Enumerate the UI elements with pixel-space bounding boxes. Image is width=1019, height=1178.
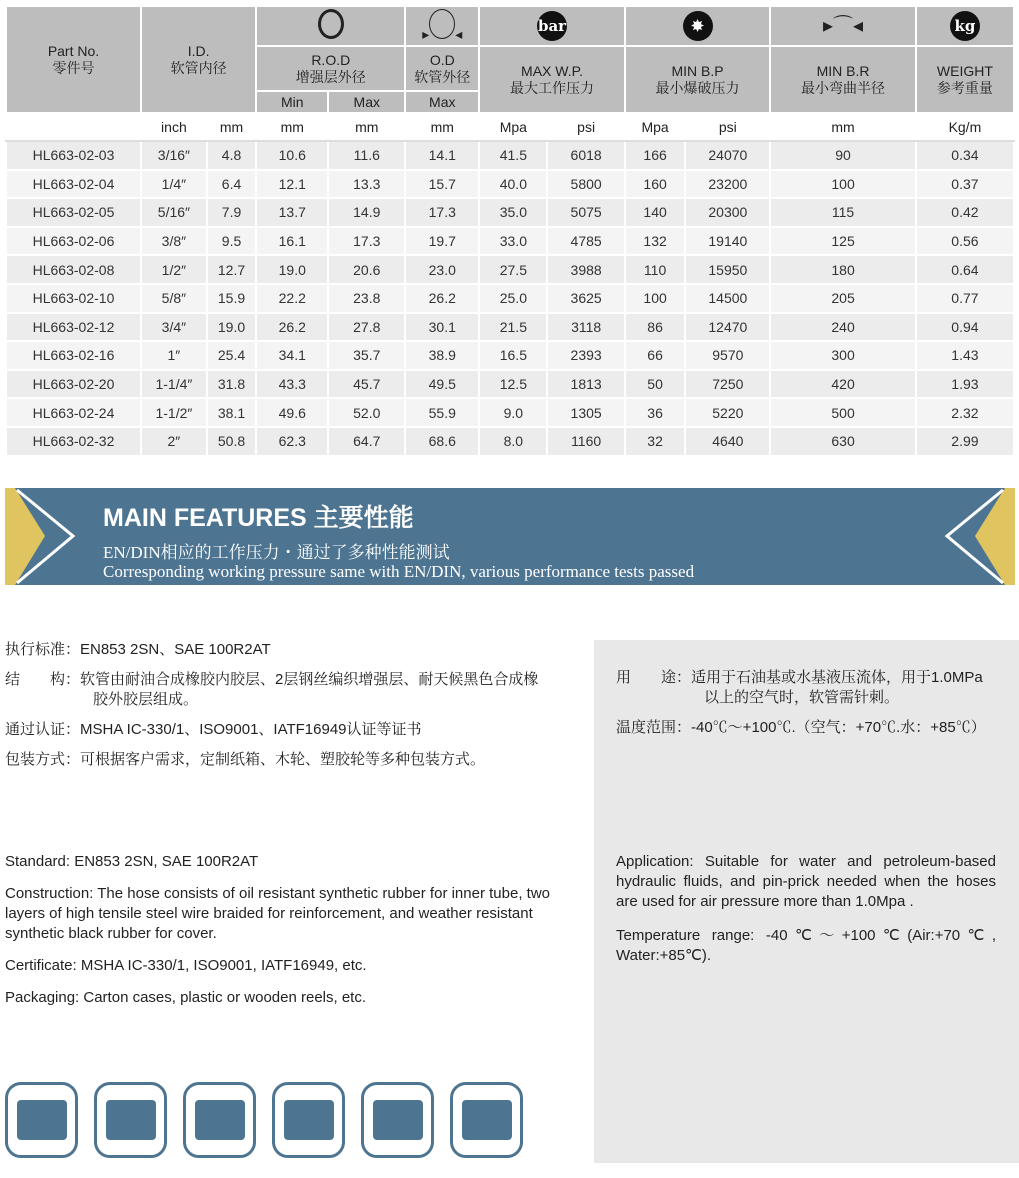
- table-cell: 1-1/4″: [141, 370, 207, 399]
- table-cell: 5075: [547, 198, 624, 227]
- table-row: [6, 170, 1014, 199]
- header-text: O.D: [429, 51, 455, 68]
- application-icons: [5, 1082, 523, 1158]
- unit-cell: psi: [685, 113, 770, 141]
- table-cell: 180: [770, 255, 916, 284]
- unit-cell: mm: [405, 113, 479, 141]
- table-cell: 23.8: [328, 284, 405, 313]
- table-cell: 12.1: [256, 170, 328, 199]
- table-cell: 15.9: [207, 284, 256, 313]
- table-cell: 7250: [685, 370, 770, 399]
- table-cell: 240: [770, 313, 916, 342]
- header-rod: [256, 46, 405, 91]
- unit-cell: inch: [141, 113, 207, 141]
- excavator-icon: [5, 1082, 78, 1158]
- table-cell: 2.32: [916, 398, 1014, 427]
- table-cell: 22.2: [256, 284, 328, 313]
- table-cell: 166: [625, 141, 686, 170]
- en-left-text: [5, 852, 560, 1008]
- table-cell: 50.8: [207, 427, 256, 456]
- table-cell: 420: [770, 370, 916, 399]
- table-row: [6, 341, 1014, 370]
- header-wp: [479, 46, 625, 113]
- header-text: 软管外径: [414, 68, 471, 85]
- table-cell: 0.77: [916, 284, 1014, 313]
- table-cell: 4785: [547, 227, 624, 256]
- header-text: R.O.D: [311, 51, 351, 68]
- header-text: I.D.: [187, 42, 210, 59]
- table-cell: 26.2: [405, 284, 479, 313]
- table-cell: 24070: [685, 141, 770, 170]
- table-cell: HL663-02-03: [6, 141, 141, 170]
- main-features-banner: [5, 488, 1015, 585]
- table-cell: 5220: [685, 398, 770, 427]
- en-certificate: Certificate: MSHA IC-330/1, ISO9001, IATF16949, etc.: [5, 957, 367, 974]
- table-cell: 100: [625, 284, 686, 313]
- table-cell: 21.5: [479, 313, 547, 342]
- kg-icon: [916, 6, 1014, 46]
- table-cell: HL663-02-10: [6, 284, 141, 313]
- table-cell: 2″: [141, 427, 207, 456]
- table-cell: 300: [770, 341, 916, 370]
- table-cell: 10.6: [256, 141, 328, 170]
- en-application: Application: Suitable for water and petroleum-based hydraulic fluids, and pin-prick needed when the hoses are used for air pressure more than 1.0Mpa .: [616, 853, 996, 910]
- table-cell: 1/2″: [141, 255, 207, 284]
- header-min: Min: [256, 91, 328, 113]
- table-cell: 4.8: [207, 141, 256, 170]
- header-text: 最小爆破压力: [655, 79, 740, 96]
- table-cell: 43.3: [256, 370, 328, 399]
- table-cell: 5/16″: [141, 198, 207, 227]
- table-cell: 205: [770, 284, 916, 313]
- table-cell: 33.0: [479, 227, 547, 256]
- table-cell: HL663-02-04: [6, 170, 141, 199]
- header-text: MAX W.P.: [521, 62, 584, 79]
- header-weight: [916, 46, 1014, 113]
- unit-cell: mm: [256, 113, 328, 141]
- table-cell: 16.1: [256, 227, 328, 256]
- cn-packaging: 包装方式：可根据客户需求，定制纸箱、木轮、塑胶轮等多种包装方式。: [5, 751, 486, 768]
- table-cell: 27.5: [479, 255, 547, 284]
- table-cell: 0.34: [916, 141, 1014, 170]
- table-cell: 20.6: [328, 255, 405, 284]
- table-cell: 34.1: [256, 341, 328, 370]
- table-cell: 12470: [685, 313, 770, 342]
- table-cell: 3118: [547, 313, 624, 342]
- table-cell: 19.0: [256, 255, 328, 284]
- table-cell: 25.0: [479, 284, 547, 313]
- table-cell: 25.4: [207, 341, 256, 370]
- table-cell: 15.7: [405, 170, 479, 199]
- table-row: [6, 370, 1014, 399]
- table-cell: 9570: [685, 341, 770, 370]
- table-cell: HL663-02-05: [6, 198, 141, 227]
- table-cell: 19140: [685, 227, 770, 256]
- table-row: [6, 227, 1014, 256]
- header-text: MIN B.P: [671, 62, 724, 79]
- table-cell: 38.9: [405, 341, 479, 370]
- en-construction: Construction: The hose consists of oil resistant synthetic rubber for inner tube, two layers of high tensile steel wire braided for reinforcement, and weather resistant synthetic black rubber for cover.: [5, 885, 550, 942]
- table-cell: 35.0: [479, 198, 547, 227]
- table-cell: 11.6: [328, 141, 405, 170]
- table-cell: 45.7: [328, 370, 405, 399]
- table-cell: 49.5: [405, 370, 479, 399]
- agriculture-tractor-icon: [450, 1082, 523, 1158]
- building-icon: [361, 1082, 434, 1158]
- table-cell: 14500: [685, 284, 770, 313]
- table-cell: 8.0: [479, 427, 547, 456]
- bend-radius-icon: ▸⌒◂: [770, 6, 916, 46]
- table-cell: 13.3: [328, 170, 405, 199]
- spec-table: [5, 5, 1015, 457]
- header-text: Part No.: [47, 42, 100, 59]
- header-text: 零件号: [52, 59, 95, 76]
- table-cell: 55.9: [405, 398, 479, 427]
- table-cell: 23200: [685, 170, 770, 199]
- table-cell: 1-1/2″: [141, 398, 207, 427]
- table-cell: 17.3: [405, 198, 479, 227]
- loader-icon: [94, 1082, 167, 1158]
- table-cell: 2393: [547, 341, 624, 370]
- table-cell: 19.7: [405, 227, 479, 256]
- table-cell: 3988: [547, 255, 624, 284]
- table-cell: 1813: [547, 370, 624, 399]
- header-text: 最小弯曲半径: [801, 79, 886, 96]
- table-cell: 64.7: [328, 427, 405, 456]
- table-cell: HL663-02-06: [6, 227, 141, 256]
- cn-application: 用 途：适用于石油基或水基液压流体，用于1.0MPa以上的空气时，软管需针刺。: [616, 669, 983, 706]
- table-cell: 15950: [685, 255, 770, 284]
- table-row: [6, 198, 1014, 227]
- cn-construction: 结 构：软管由耐油合成橡胶内胶层、2层钢丝编织增强层、耐天候黑色合成橡胶外胶层组成。: [5, 671, 539, 708]
- header-od-max: Max: [405, 91, 479, 113]
- header-id: [141, 6, 256, 113]
- header-br: [770, 46, 916, 113]
- table-row: [6, 141, 1014, 170]
- table-cell: 40.0: [479, 170, 547, 199]
- table-cell: 1.43: [916, 341, 1014, 370]
- table-cell: 31.8: [207, 370, 256, 399]
- od-icon: ▸ ◂: [405, 6, 479, 46]
- banner-subtitle-cn: EN/DIN相应的工作压力・通过了多种性能测试: [103, 543, 450, 562]
- header-max: Max: [328, 91, 405, 113]
- unit-cell: Mpa: [479, 113, 547, 141]
- unit-cell: [6, 113, 141, 141]
- table-row: [6, 398, 1014, 427]
- header-od: [405, 46, 479, 91]
- en-temperature: Temperature range: -40℃～+100℃(Air:+70℃, Water:+85℃).: [616, 927, 996, 964]
- table-cell: 140: [625, 198, 686, 227]
- table-cell: 3/4″: [141, 313, 207, 342]
- table-cell: 17.3: [328, 227, 405, 256]
- header-text: 参考重量: [936, 79, 993, 96]
- table-cell: 6.4: [207, 170, 256, 199]
- table-cell: 68.6: [405, 427, 479, 456]
- table-cell: 14.9: [328, 198, 405, 227]
- en-right-text: [616, 852, 996, 966]
- cn-temperature: 温度范围：-40℃～+100℃.（空气：+70℃.水：+85℃）: [616, 719, 986, 736]
- header-text: 增强层外径: [295, 68, 366, 85]
- table-cell: 3625: [547, 284, 624, 313]
- header-text: 软管内径: [170, 59, 227, 76]
- banner-subtitle-en: Corresponding working pressure same with EN/DIN, various performance tests passed: [103, 562, 695, 581]
- table-cell: 62.3: [256, 427, 328, 456]
- table-cell: 12.7: [207, 255, 256, 284]
- en-packaging: Packaging: Carton cases, plastic or wooden reels, etc.: [5, 989, 367, 1006]
- table-cell: 500: [770, 398, 916, 427]
- table-cell: 12.5: [479, 370, 547, 399]
- table-row: [6, 427, 1014, 456]
- bar-icon: [479, 6, 625, 46]
- table-cell: 0.56: [916, 227, 1014, 256]
- table-cell: 0.64: [916, 255, 1014, 284]
- table-cell: 1″: [141, 341, 207, 370]
- table-cell: 36: [625, 398, 686, 427]
- cn-left-text: [5, 640, 550, 770]
- table-cell: 1160: [547, 427, 624, 456]
- table-cell: 160: [625, 170, 686, 199]
- units-row: [6, 113, 1014, 141]
- cn-standard: 执行标准：EN853 2SN、SAE 100R2AT: [5, 641, 271, 658]
- table-cell: HL663-02-16: [6, 341, 141, 370]
- table-cell: 27.8: [328, 313, 405, 342]
- table-cell: 6018: [547, 141, 624, 170]
- kg-icon-label: kg: [950, 11, 980, 41]
- table-cell: HL663-02-08: [6, 255, 141, 284]
- table-cell: 52.0: [328, 398, 405, 427]
- table-cell: 1.93: [916, 370, 1014, 399]
- unit-cell: Mpa: [625, 113, 686, 141]
- table-cell: 2.99: [916, 427, 1014, 456]
- table-cell: 0.94: [916, 313, 1014, 342]
- burst-icon: ✸: [625, 6, 771, 46]
- table-row: [6, 313, 1014, 342]
- unit-cell: mm: [207, 113, 256, 141]
- table-cell: 50: [625, 370, 686, 399]
- table-cell: 1305: [547, 398, 624, 427]
- table-cell: HL663-02-20: [6, 370, 141, 399]
- table-cell: 13.7: [256, 198, 328, 227]
- unit-cell: psi: [547, 113, 624, 141]
- table-cell: 100: [770, 170, 916, 199]
- table-cell: 3/16″: [141, 141, 207, 170]
- table-cell: 0.37: [916, 170, 1014, 199]
- table-cell: 19.0: [207, 313, 256, 342]
- table-cell: 86: [625, 313, 686, 342]
- unit-cell: mm: [770, 113, 916, 141]
- table-cell: 132: [625, 227, 686, 256]
- table-cell: 1/4″: [141, 170, 207, 199]
- table-cell: 110: [625, 255, 686, 284]
- table-cell: 38.1: [207, 398, 256, 427]
- header-part-no: [6, 6, 141, 113]
- cn-certificate: 通过认证：MSHA IC-330/1、ISO9001、IATF16949认证等证书: [5, 721, 422, 738]
- banner-title: MAIN FEATURES 主要性能: [103, 504, 414, 532]
- table-row: [6, 255, 1014, 284]
- table-cell: 30.1: [405, 313, 479, 342]
- table-cell: HL663-02-32: [6, 427, 141, 456]
- table-cell: 16.5: [479, 341, 547, 370]
- table-cell: 66: [625, 341, 686, 370]
- table-cell: 9.5: [207, 227, 256, 256]
- header-bp: [625, 46, 771, 113]
- mining-truck-icon: [183, 1082, 256, 1158]
- table-cell: 23.0: [405, 255, 479, 284]
- table-cell: 4640: [685, 427, 770, 456]
- table-cell: 14.1: [405, 141, 479, 170]
- rod-icon: [256, 6, 405, 46]
- table-row: [6, 284, 1014, 313]
- table-cell: 9.0: [479, 398, 547, 427]
- table-cell: 90: [770, 141, 916, 170]
- unit-cell: Kg/m: [916, 113, 1014, 141]
- table-cell: 0.42: [916, 198, 1014, 227]
- table-cell: 630: [770, 427, 916, 456]
- ship-icon: [272, 1082, 345, 1158]
- table-cell: 5800: [547, 170, 624, 199]
- bar-icon-label: bar: [537, 11, 567, 41]
- table-cell: 5/8″: [141, 284, 207, 313]
- header-text: WEIGHT: [936, 62, 993, 79]
- cn-right-text: [616, 668, 996, 738]
- unit-cell: mm: [328, 113, 405, 141]
- en-standard: Standard: EN853 2SN, SAE 100R2AT: [5, 853, 259, 870]
- table-cell: 26.2: [256, 313, 328, 342]
- table-cell: 20300: [685, 198, 770, 227]
- table-cell: 41.5: [479, 141, 547, 170]
- table-cell: 35.7: [328, 341, 405, 370]
- table-cell: 32: [625, 427, 686, 456]
- table-cell: 115: [770, 198, 916, 227]
- table-cell: 125: [770, 227, 916, 256]
- table-cell: 49.6: [256, 398, 328, 427]
- table-cell: HL663-02-24: [6, 398, 141, 427]
- header-text: MIN B.R: [816, 62, 870, 79]
- header-text: 最大工作压力: [510, 79, 595, 96]
- table-cell: HL663-02-12: [6, 313, 141, 342]
- table-cell: 3/8″: [141, 227, 207, 256]
- table-cell: 7.9: [207, 198, 256, 227]
